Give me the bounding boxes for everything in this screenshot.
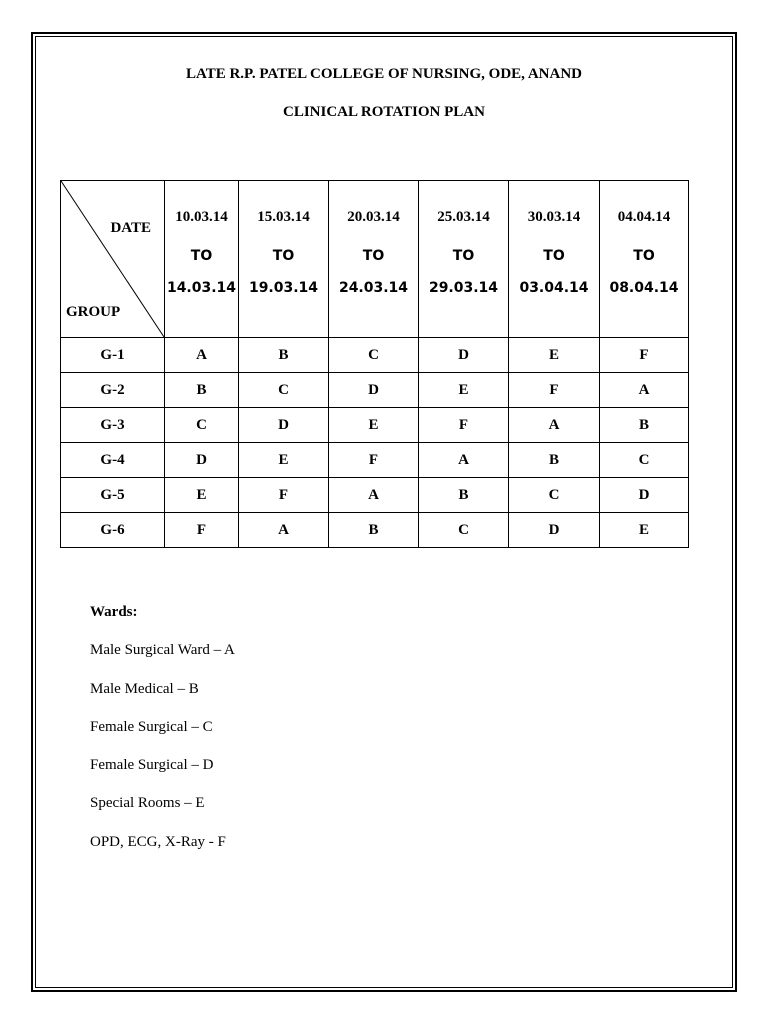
- ward-cell: D: [600, 478, 689, 513]
- ward-cell: F: [165, 513, 239, 548]
- ward-legend-item: OPD, ECG, X-Ray - F: [90, 833, 226, 850]
- column-header: [509, 181, 600, 338]
- group-cell: G-3: [61, 408, 165, 443]
- table-row: [61, 478, 689, 513]
- ward-cell: C: [600, 443, 689, 478]
- date-to: 19.03.14: [248, 280, 319, 296]
- ward-cell: C: [165, 408, 239, 443]
- ward-cell: C: [419, 513, 509, 548]
- date-from: 15.03.14: [257, 209, 310, 225]
- ward-cell: E: [419, 373, 509, 408]
- date-from: 25.03.14: [437, 209, 490, 225]
- ward-cell: D: [239, 408, 329, 443]
- table-row: [61, 338, 689, 373]
- group-cell: G-1: [61, 338, 165, 373]
- group-cell: G-4: [61, 443, 165, 478]
- document-subtitle: CLINICAL ROTATION PLAN: [283, 104, 485, 120]
- date-to: 03.04.14: [519, 280, 589, 296]
- date-to-label: TO: [362, 248, 385, 264]
- date-from: 20.03.14: [347, 209, 400, 225]
- ward-cell: B: [419, 478, 509, 513]
- date-from: 10.03.14: [175, 209, 228, 225]
- group-cell: G-5: [61, 478, 165, 513]
- date-to: 14.03.14: [166, 280, 237, 296]
- ward-cell: E: [329, 408, 419, 443]
- ward-legend-item: Female Surgical – D: [90, 757, 214, 774]
- ward-cell: E: [165, 478, 239, 513]
- ward-cell: F: [509, 373, 600, 408]
- wards-legend: [90, 604, 235, 872]
- ward-cell: A: [600, 373, 689, 408]
- rotation-table: [60, 180, 689, 548]
- ward-cell: B: [509, 443, 600, 478]
- ward-cell: A: [419, 443, 509, 478]
- column-header: [239, 181, 329, 338]
- ward-cell: E: [239, 443, 329, 478]
- ward-cell: B: [239, 338, 329, 373]
- date-to: 24.03.14: [338, 280, 409, 296]
- corner-cell: [61, 181, 165, 338]
- group-cell: G-6: [61, 513, 165, 548]
- ward-cell: D: [419, 338, 509, 373]
- ward-cell: C: [509, 478, 600, 513]
- ward-legend-item: Female Surgical – C: [90, 718, 213, 735]
- date-from: 30.03.14: [527, 209, 581, 225]
- ward-cell: D: [329, 373, 419, 408]
- ward-cell: B: [329, 513, 419, 548]
- ward-cell: A: [239, 513, 329, 548]
- ward-cell: A: [329, 478, 419, 513]
- wards-title: Wards:: [90, 604, 138, 620]
- date-to-label: TO: [452, 248, 475, 264]
- date-to-label: TO: [272, 248, 295, 264]
- column-header: [165, 181, 239, 338]
- document-title: LATE R.P. PATEL COLLEGE OF NURSING, ODE, ANAND: [185, 66, 583, 82]
- ward-cell: F: [329, 443, 419, 478]
- ward-legend-item: Special Rooms – E: [90, 795, 205, 812]
- table-row: [61, 513, 689, 548]
- ward-cell: A: [509, 408, 600, 443]
- ward-cell: C: [239, 373, 329, 408]
- date-to: 08.04.14: [609, 280, 679, 296]
- ward-cell: E: [509, 338, 600, 373]
- table-row: [61, 373, 689, 408]
- table-header-row: [61, 181, 689, 338]
- ward-cell: B: [165, 373, 239, 408]
- date-to-label: TO: [633, 248, 655, 264]
- ward-cell: C: [329, 338, 419, 373]
- ward-cell: F: [600, 338, 689, 373]
- table-row: [61, 408, 689, 443]
- corner-date-label: DATE: [110, 220, 151, 236]
- column-header: [419, 181, 509, 338]
- ward-cell: D: [509, 513, 600, 548]
- corner-group-label: GROUP: [66, 304, 121, 320]
- ward-legend-item: Male Surgical Ward – A: [90, 642, 235, 659]
- ward-cell: A: [165, 338, 239, 373]
- date-from: 04.04.14: [617, 209, 671, 225]
- ward-cell: F: [419, 408, 509, 443]
- column-header: [329, 181, 419, 338]
- table-row: [61, 443, 689, 478]
- date-to-label: TO: [190, 248, 213, 264]
- date-to: 29.03.14: [428, 280, 499, 296]
- group-cell: G-2: [61, 373, 165, 408]
- ward-cell: F: [239, 478, 329, 513]
- ward-legend-item: Male Medical – B: [90, 680, 199, 697]
- date-to-label: TO: [543, 248, 565, 264]
- column-header: [600, 181, 689, 338]
- ward-cell: B: [600, 408, 689, 443]
- ward-cell: D: [165, 443, 239, 478]
- ward-cell: E: [600, 513, 689, 548]
